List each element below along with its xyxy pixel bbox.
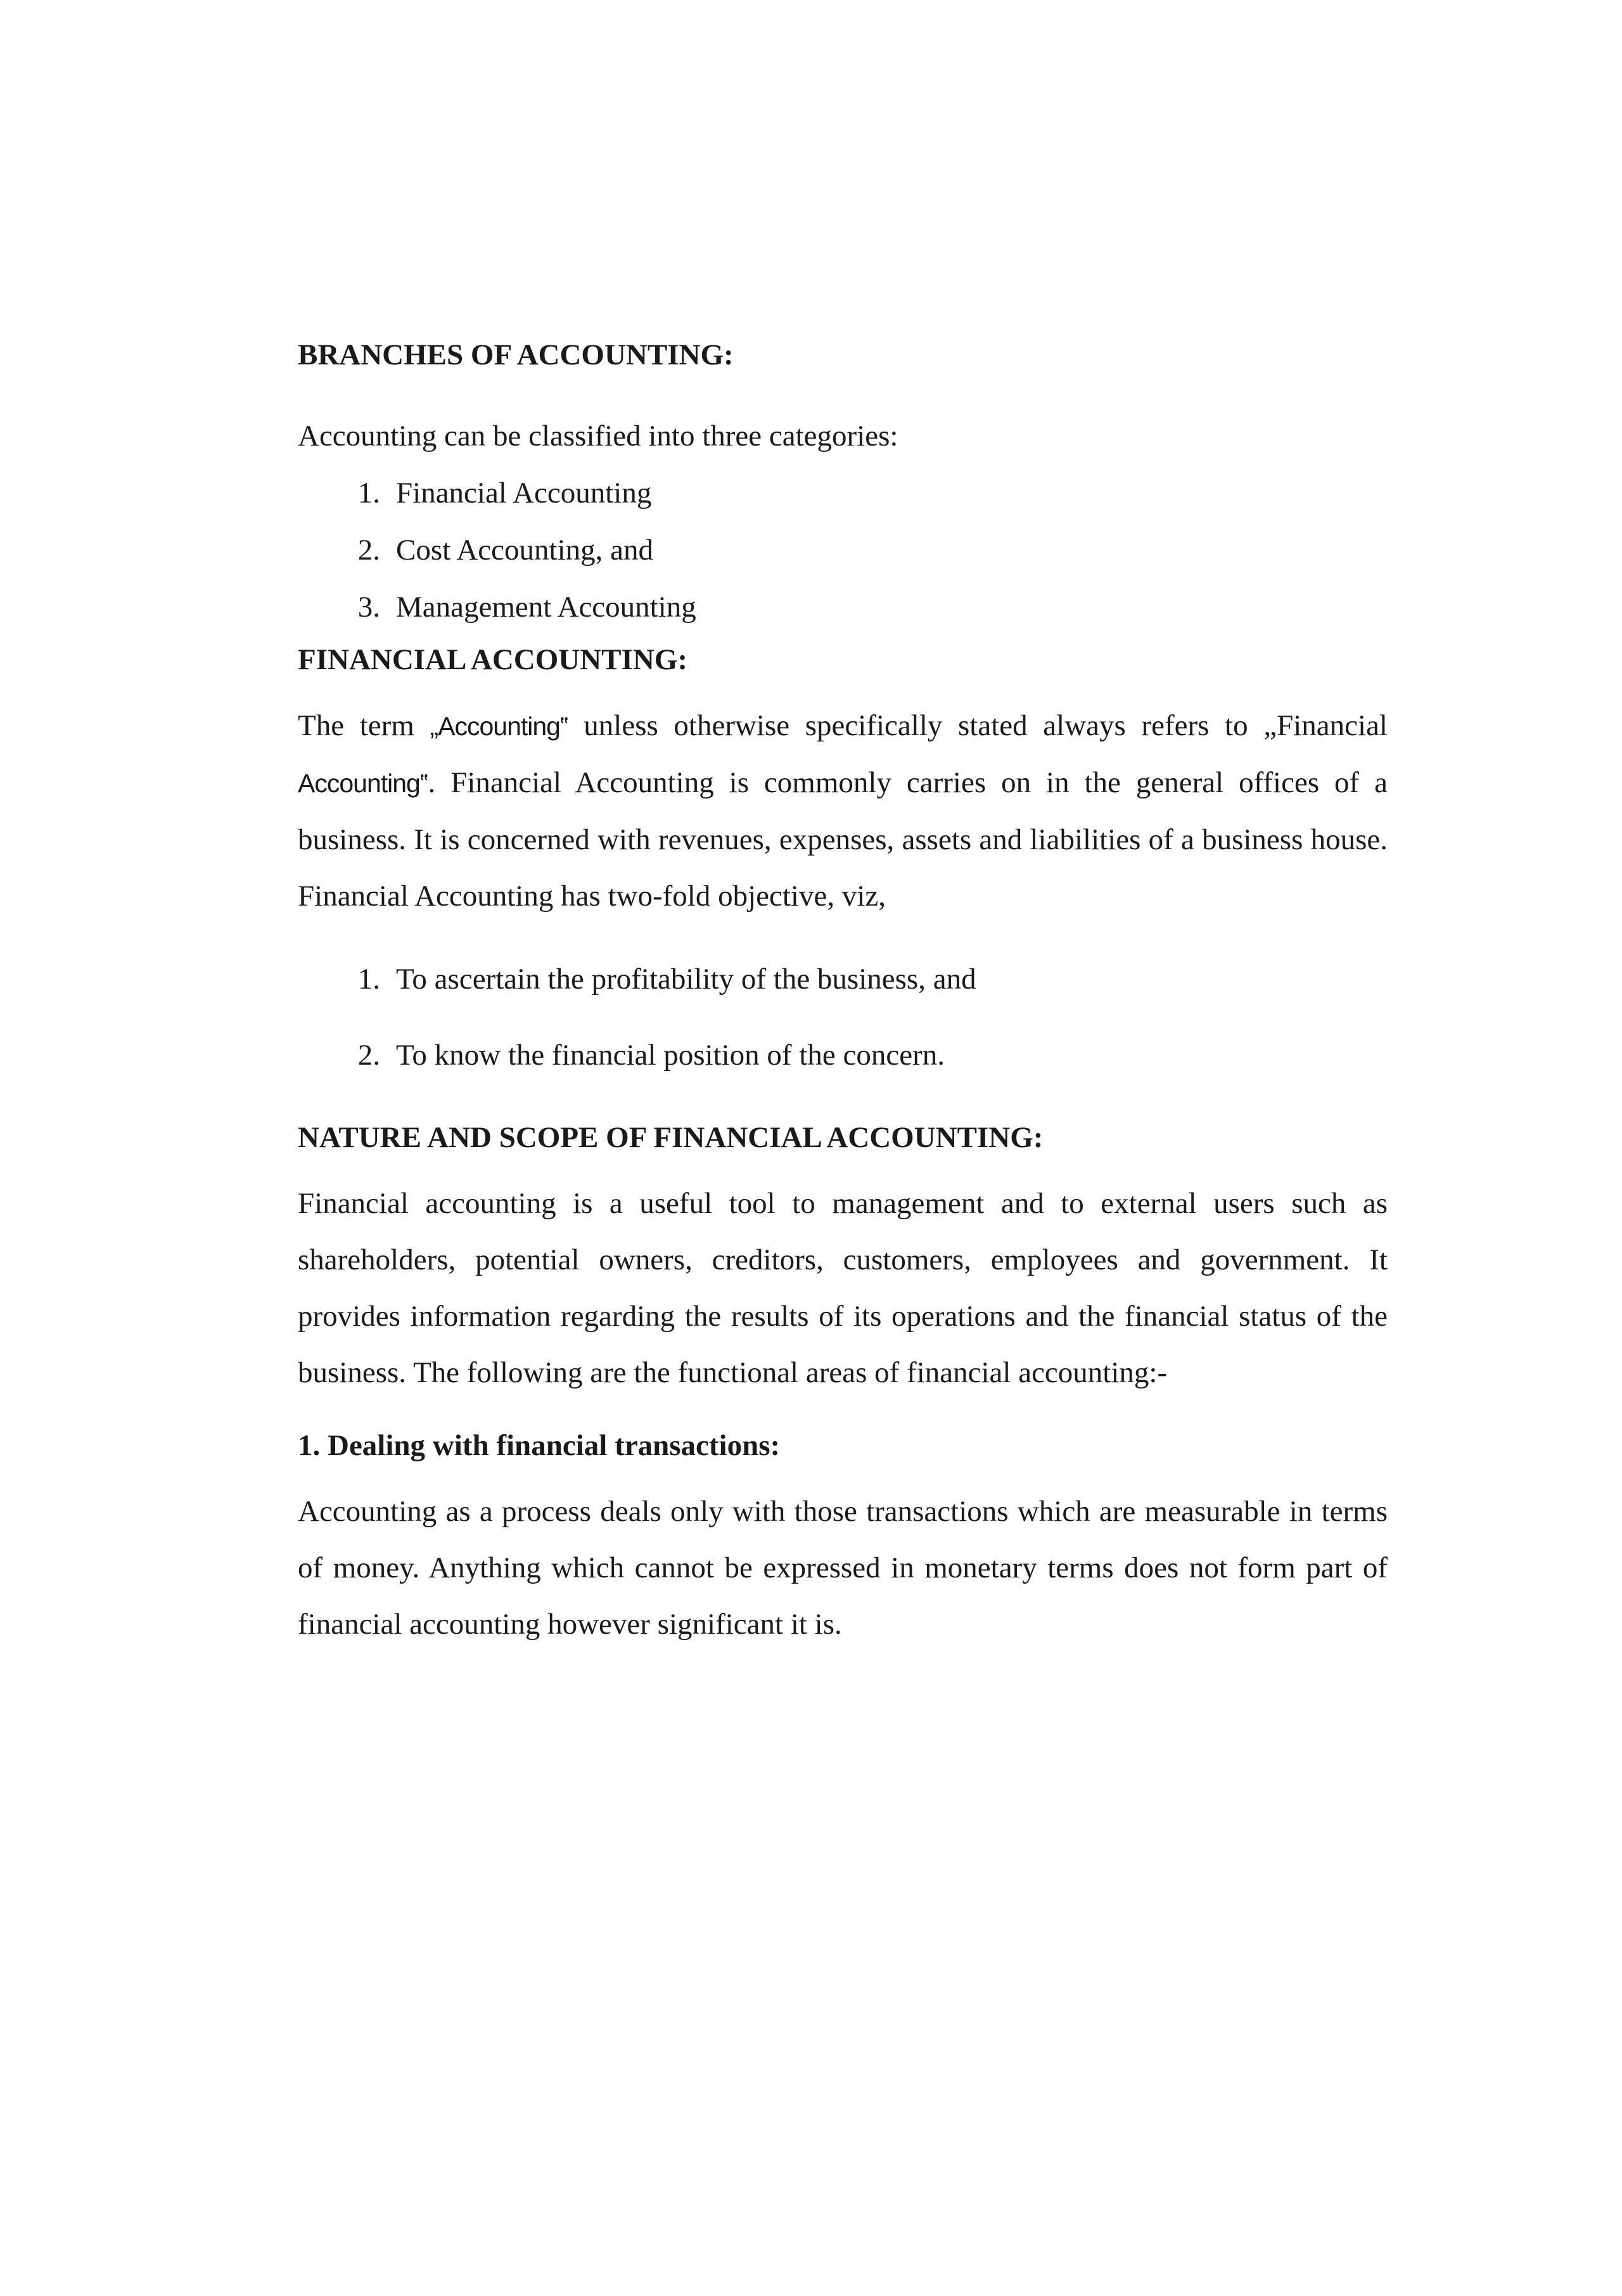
list-text: Management Accounting — [396, 591, 696, 624]
para-text: „Financial — [1263, 709, 1388, 742]
list-item — [298, 465, 1388, 522]
quoted-term: Accounting‟ — [298, 769, 428, 798]
list-number: 1. — [357, 963, 380, 996]
document-body — [298, 336, 1388, 1653]
branches-list — [298, 465, 1388, 636]
dealing-transactions-paragraph: Accounting as a process deals only with those transactions which are measurable in terms of money. Anything which cannot be expressed in monetary terms does not form part of financial accounting however significant it is. — [298, 1495, 1388, 1641]
list-text: To ascertain the profitability of the business, and — [396, 963, 976, 996]
list-item — [298, 1017, 1388, 1093]
list-number: 2. — [357, 1039, 380, 1072]
list-text: Financial Accounting — [396, 477, 652, 510]
list-number: 3. — [357, 591, 380, 624]
section-heading-financial-accounting: FINANCIAL ACCOUNTING: — [298, 643, 687, 676]
list-text: Cost Accounting, and — [396, 534, 653, 567]
branches-intro: Accounting can be classified into three categories: — [298, 420, 898, 452]
financial-accounting-paragraph — [298, 698, 1388, 925]
section-heading-dealing-transactions: 1. Dealing with financial transactions: — [298, 1429, 781, 1462]
para-text: . Financial Accounting is commonly carries on in the general offices of a business. It is concerned with revenues, expenses, assets and liabilities of a business house. Financial Accounting has two-fold objective, viz, — [298, 766, 1388, 913]
nature-scope-paragraph: Financial accounting is a useful tool to management and to external users such as shareholders, potential owners, creditors, customers, employees and government. It provides information regarding the results of its operations and the financial status of the business. The following are the functional areas of financial accounting:- — [298, 1187, 1388, 1389]
section-heading-branches: BRANCHES OF ACCOUNTING: — [298, 338, 734, 371]
para-text: unless otherwise specifically stated always refers to — [568, 709, 1248, 742]
list-item — [298, 579, 1388, 636]
list-item — [298, 941, 1388, 1017]
quoted-term: „Accounting‟ — [430, 712, 568, 741]
list-number: 1. — [357, 477, 380, 510]
list-item — [298, 522, 1388, 579]
para-text: The term — [298, 709, 430, 742]
objectives-list — [298, 941, 1388, 1093]
list-text: To know the financial position of the concern. — [396, 1039, 945, 1072]
section-heading-nature-scope: NATURE AND SCOPE OF FINANCIAL ACCOUNTING: — [298, 1121, 1044, 1154]
list-number: 2. — [357, 534, 380, 567]
